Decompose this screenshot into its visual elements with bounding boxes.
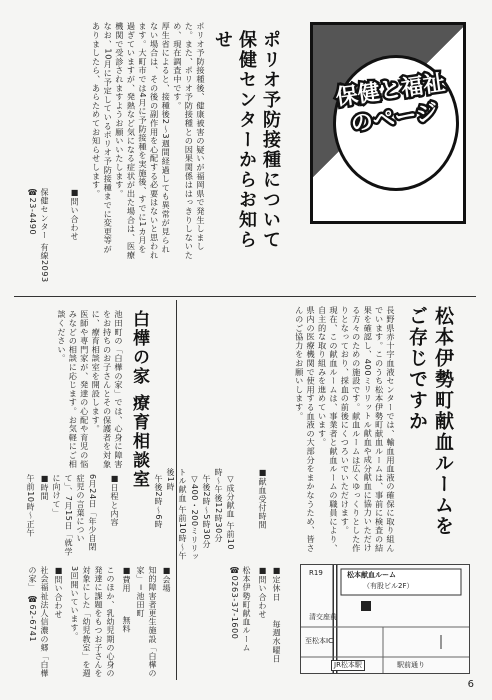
- map-station-label: JR松本駅: [331, 660, 365, 671]
- ikusei-fee-value: 無料: [122, 616, 131, 634]
- ikusei-contact-label: ■問い合わせ: [54, 566, 63, 619]
- location-map: [300, 564, 470, 674]
- ikusei-title: 白樺の家 療育相談室: [129, 310, 149, 489]
- map-road-label: R19: [309, 569, 323, 577]
- polio-contact-label: ■問い合わせ: [70, 188, 79, 241]
- blood-body: 長野県赤十字血液センターでは、輸血用血液の確保に取り組んでいます。このうち松本伊勢町献血ルームは、事前に検査の結果を確認し、400ミリリットル献血や成分献血に協力いただける方々のための施設です。献血ルームは広くゆっくりとした作りとなっており、採血の前後にくつろいでいただけます。 現在、この献血ルームは、事業者と献血ルームの職員により、自主的な取り組みを進めています。 県内の医療機関で使用する血液の大部分をまかなうため、皆さんのご協力をお願いします。: [294, 306, 396, 553]
- ikusei-time-label: ■時間: [40, 474, 49, 501]
- page-number: 6: [467, 679, 474, 690]
- map-ic-label: 至松本IC: [305, 637, 333, 645]
- polio-title: ポリオ予防接種について 保健センターからお知らせ: [212, 30, 281, 250]
- banner-title: 保健と福祉のページ: [334, 70, 447, 138]
- blood-contact-label: ■問い合わせ: [258, 566, 267, 619]
- map-street-label: 清交座前: [309, 613, 337, 621]
- ikusei-date-label: ■日程と内容: [110, 474, 119, 527]
- blood-closed-label: ■定休日: [272, 566, 281, 602]
- ikusei-body: 池田町の「白樺の家」では、心身に障害をお持ちのお子さんとその保護者を対象に、療育相談室を開設します。 医師や専門家が、発達の心配や育児の悩みなどの相談に応じます。お気軽にご相談ください。: [56, 310, 124, 469]
- map-destination-sub: （有股ビル2F）: [363, 582, 414, 590]
- reception-line: ▽400・200ミリリットル献血 午前10時〜午後1時: [166, 468, 199, 562]
- ikusei-target-note: このほか、乳幼児期の心身の発達に課題をもつお子さんを対象にした「幼児教室」を週3回開いています。: [70, 566, 115, 678]
- section-divider: [14, 296, 476, 297]
- polio-contact-value: 保健センター 有線2093 ☎23-4490: [28, 188, 49, 286]
- blood-reception-times: [154, 468, 248, 564]
- page-banner: [310, 22, 466, 224]
- ikusei-contact-value: 社会福祉法人信濃の郷「白樺の家」 ☎62-6741: [28, 566, 49, 678]
- reception-line: ▽成分献血 午前10時〜午後12時30分: [214, 468, 235, 551]
- map-avenue-label: 駅前通り: [397, 661, 425, 669]
- reception-line: 午後2時〜6時: [154, 474, 163, 529]
- blood-reception-label: ■献血受付時間: [258, 468, 267, 530]
- blood-title: 松本伊勢町献血ルームをご存じですか: [406, 306, 454, 537]
- reception-line: 午後2時〜5時30分: [202, 474, 211, 549]
- ikusei-place-label: ■会場: [162, 566, 171, 593]
- map-destination: 松本献血ルーム: [347, 571, 396, 579]
- ikusei-time-value: 午前10時〜正午: [26, 474, 35, 537]
- ikusei-date-value: 6月24日「年少自閉症児の言葉について」、7月15日「就学に向けて」: [52, 474, 97, 556]
- blood-closed-value: 毎週水曜日: [272, 620, 281, 663]
- polio-body: ポリオ予防接種後、健康被害の疑いが福岡県で発生しました。また、ポリオ予防接種との因果関係ははっきりしないため、現在調査中です。 厚生省によると、接種後2〜3週間経過しても異常が見られない場合は、その後の副作用を心配する必要はないと思われます。大町市では4月に予防接種を実施後、すでに1カ月を過ぎていますが、発熱など気になる症状が出た場合は、医療機関で受診されますようお願いいたします。 なお、10月に予定しているポリオ予防接種までに変更等がありましたら、あらためてお知らせします。: [91, 22, 206, 260]
- ikusei-fee-label: ■費用: [122, 566, 131, 593]
- ikusei-place-value: 知的障害者更生施設「白樺の家」＝池田町: [136, 566, 157, 678]
- blood-contact-value: 松本伊勢町献血ルーム ☎0263-37-1600: [230, 566, 251, 656]
